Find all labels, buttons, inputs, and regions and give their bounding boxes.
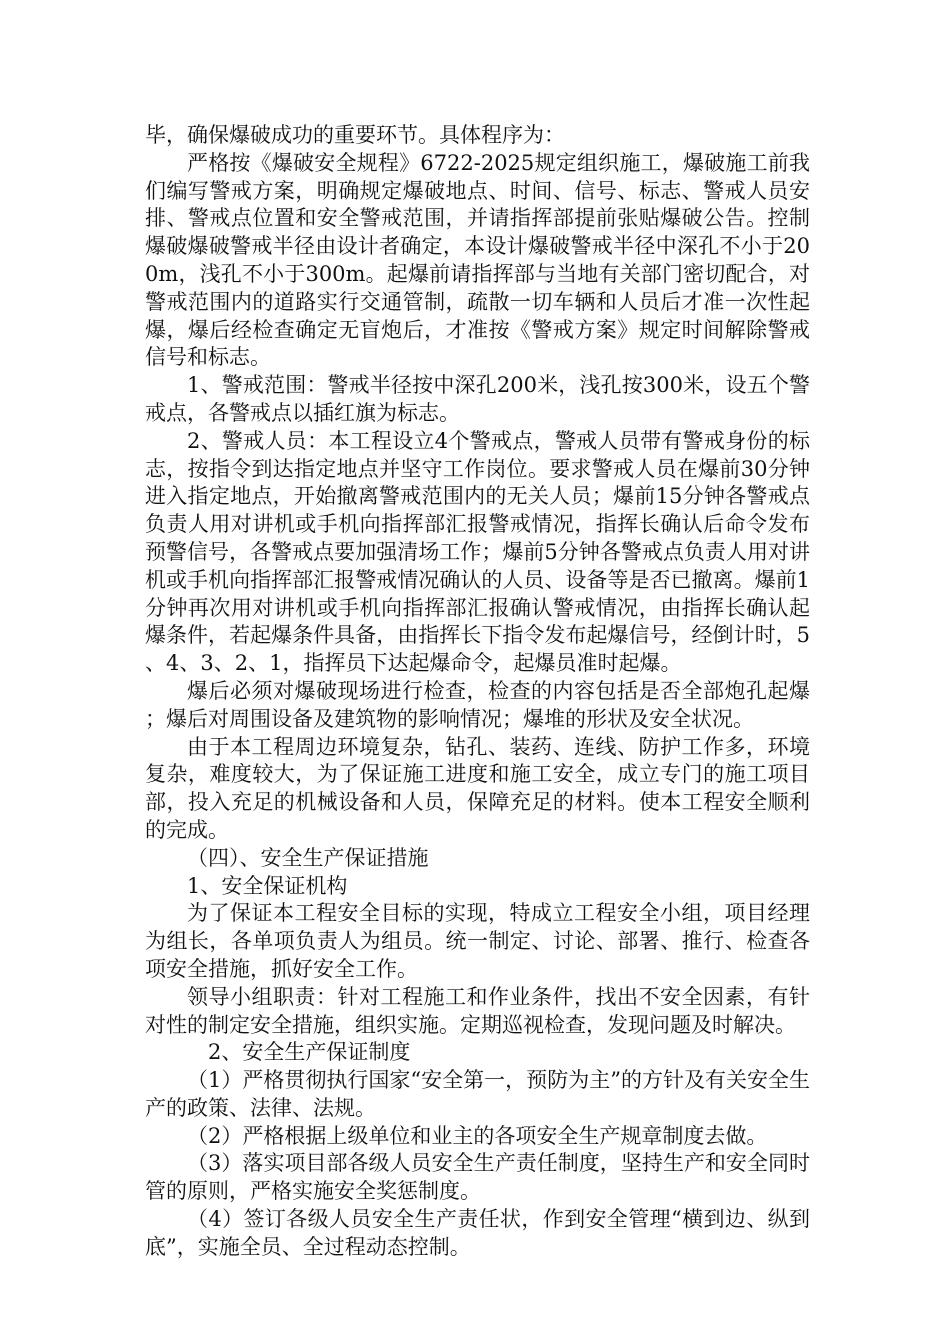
paragraph-warning-range: 1、警戒范围：警戒半径按中深孔200米，浅孔按300米，设五个警戒点，各警戒点以插红旗为标志。	[145, 373, 810, 425]
paragraph-blasting-procedure: 严格按《爆破安全规程》6722-2025规定组织施工，爆破施工前我们编写警戒方案，明确规定爆破地点、时间、信号、标志、警戒人员安排、警戒点位置和安全警戒范围，并请指挥部提前张贴爆破公告。控制爆破爆破警戒半径由设计者确定，本设计爆破警戒半径中深孔不小于200m，浅孔不小于300m。起爆前请指挥部与当地有关部门密切配合，对警戒范围内的道路实行交通管制，疏散一切车辆和人员后才准一次性起爆，爆后经检查确定无盲炮后，才准按《警戒方案》规定时间解除警戒信号和标志。	[145, 150, 810, 370]
paragraph-warning-personnel: 2、警戒人员：本工程设立4个警戒点，警戒人员带有警戒身份的标志，按指令到达指定地点并坚守工作岗位。要求警戒人员在爆前30分钟进入指定地点，开始撤离警戒范围内的无关人员；爆前15分钟各警戒点负责人用对讲机或手机向指挥部汇报警戒情况，指挥长确认后命令发布预警信号，各警戒点要加强清场工作；爆前5分钟各警戒点负责人用对讲机或手机向指挥部汇报警戒情况确认的人员、设备等是否已撤离。爆前1分钟再次用对讲机或手机向指挥部汇报确认警戒情况，由指挥长确认起爆条件，若起爆条件具备，由指挥长下指令发布起爆信号，经倒计时，5、4、3、2、1，指挥员下达起爆命令，起爆员准时起爆。	[145, 428, 810, 676]
paragraph-continuation: 毕，确保爆破成功的重要环节。具体程序为：	[145, 123, 565, 147]
paragraph-group-duties: 领导小组职责：针对工程施工和作业条件，找出不安全因素，有针对性的制定安全措施，组织实施。定期巡视检查，发现问题及时解决。	[145, 984, 810, 1037]
list-item-responsibility: （3）落实项目部各级人员安全生产责任制度，坚持生产和安全同时管的原则，严格实施安全奖惩制度。	[145, 1151, 810, 1204]
subheading-safety-organization: 1、安全保证机构	[187, 873, 348, 898]
list-item-policy: （1）严格贯彻执行国家“安全第一，预防为主”的方针及有关安全生产的政策、法律、法规。	[145, 1068, 810, 1120]
document-body	[145, 122, 810, 1262]
section-heading-safety-measures: （四）、安全生产保证措施	[187, 845, 429, 870]
paragraph-project-department: 由于本工程周边环境复杂，钻孔、装药、连线、防护工作多，环境复杂，难度较大，为了保证施工进度和施工安全，成立专门的施工项目部，投入充足的机械设备和人员，保障充足的材料。使本工程安全顺利的完成。	[145, 734, 810, 842]
list-item-regulations: （2）严格根据上级单位和业主的各项安全生产规章制度去做。	[187, 1123, 768, 1148]
list-item-responsibility-contract: （4）签订各级人员安全生产责任状，作到安全管理“横到边、纵到底”，实施全员、全过程动态控制。	[145, 1207, 810, 1259]
paragraph-safety-group: 为了保证本工程安全目标的实现，特成立工程安全小组，项目经理为组长，各单项负责人为组员。统一制定、讨论、部署、推行、检查各项安全措施，抓好安全工作。	[145, 901, 810, 981]
subheading-safety-system: 2、安全生产保证制度	[208, 1040, 411, 1065]
paragraph-post-blast-inspection: 爆后必须对爆破现场进行检查，检查的内容包括是否全部炮孔起爆；爆后对周围设备及建筑物的影响情况；爆堆的形状及安全状况。	[145, 678, 810, 731]
